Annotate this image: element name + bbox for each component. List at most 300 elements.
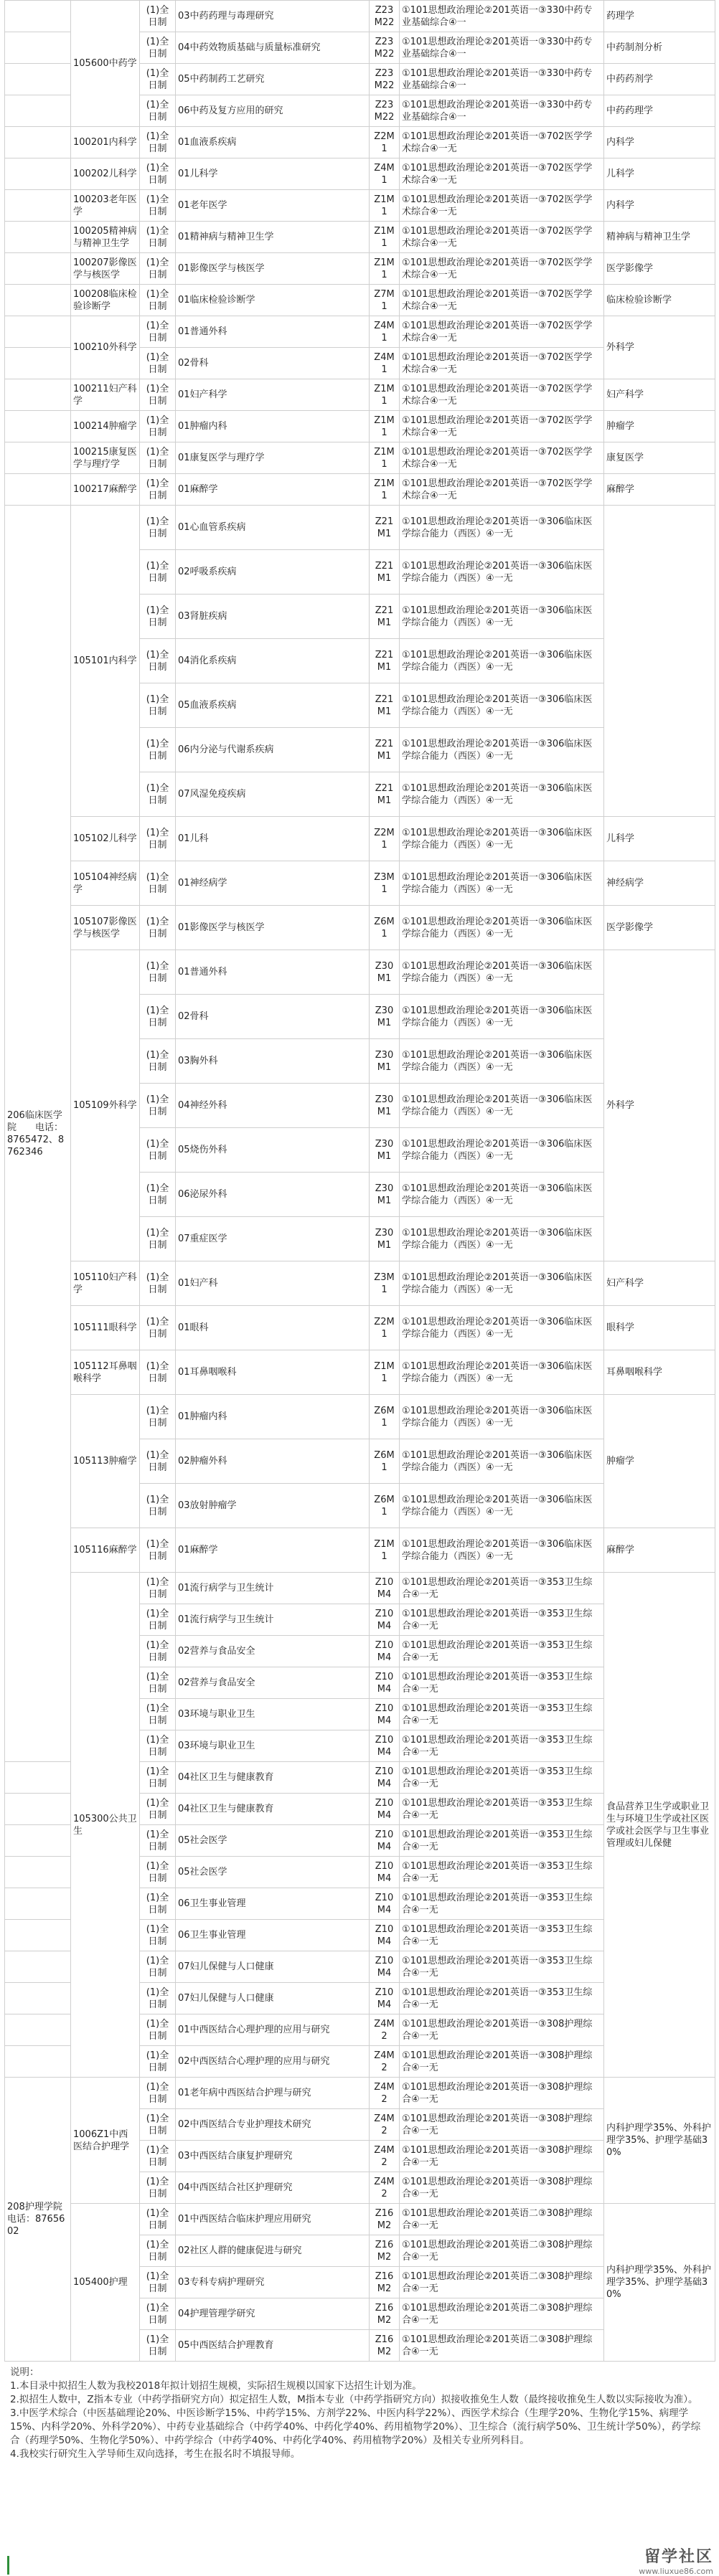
major-cell: 105110妇产科学	[71, 1261, 140, 1306]
study-mode-cell: (1)全 日制	[140, 772, 176, 817]
enrollment-code-cell: Z1M1	[370, 190, 400, 222]
research-direction-cell: 03中药药理与毒理研究	[176, 1, 370, 32]
research-direction-cell: 06内分泌与代谢系疾病	[176, 728, 370, 772]
enrollment-code-cell: Z21M1	[370, 639, 400, 683]
research-direction-cell: 04社区卫生与健康教育	[176, 1794, 370, 1825]
exam-subjects-cell: ①101思想政治理论②201英语一③308护理综合④一无	[400, 2109, 604, 2141]
exam-subjects-cell: ①101思想政治理论②201英语一③702医学学术综合④一无	[400, 285, 604, 316]
table-row	[5, 950, 715, 995]
exam-subjects-cell: ①101思想政治理论②201英语一③306临床医学综合能力（西医）④一无	[400, 1261, 604, 1306]
study-mode-cell: (1)全 日制	[140, 550, 176, 595]
enrollment-code-cell: Z1M1	[370, 442, 400, 474]
research-direction-cell: 01精神病与精神卫生学	[176, 222, 370, 253]
college-cell	[5, 316, 71, 348]
enrollment-code-cell: Z10M4	[370, 1699, 400, 1730]
study-mode-cell: (1)全 日制	[140, 158, 176, 190]
study-mode-cell: (1)全 日制	[140, 1699, 176, 1730]
research-direction-cell: 01流行病学与卫生统计	[176, 1573, 370, 1604]
enrollment-code-cell: Z1M1	[370, 411, 400, 442]
exam-subjects-cell: ①101思想政治理论②201英语一③353卫生综合④一无	[400, 1573, 604, 1604]
college-cell	[5, 64, 71, 95]
exam-subjects-cell: ①101思想政治理论②201英语一③330中药专业基础综合④一	[400, 1, 604, 32]
remark-cell: 医学影像学	[604, 253, 715, 285]
exam-subjects-cell: ①101思想政治理论②201英语一③353卫生综合④一无	[400, 1920, 604, 1951]
study-mode-cell: (1)全 日制	[140, 1667, 176, 1699]
table-row	[5, 1350, 715, 1395]
study-mode-cell: (1)全 日制	[140, 1039, 176, 1084]
study-mode-cell: (1)全 日制	[140, 1888, 176, 1920]
research-direction-cell: 05社会医学	[176, 1857, 370, 1888]
research-direction-cell: 02骨科	[176, 995, 370, 1039]
college-cell	[5, 1951, 71, 1983]
study-mode-cell: (1)全 日制	[140, 1604, 176, 1636]
study-mode-cell: (1)全 日制	[140, 906, 176, 950]
exam-subjects-cell: ①101思想政治理论②201英语一③702医学学术综合④一无	[400, 474, 604, 506]
enrollment-code-cell: Z4M2	[370, 2046, 400, 2078]
research-direction-cell: 05中西医结合护理教育	[176, 2330, 370, 2362]
research-direction-cell: 04消化系疾病	[176, 639, 370, 683]
college-cell	[5, 1888, 71, 1920]
study-mode-cell: (1)全 日制	[140, 442, 176, 474]
table-row	[5, 158, 715, 190]
research-direction-cell: 04社区卫生与健康教育	[176, 1762, 370, 1794]
study-mode-cell: (1)全 日制	[140, 1762, 176, 1794]
college-cell	[5, 474, 71, 506]
enrollment-code-cell: Z2M1	[370, 1306, 400, 1350]
exam-subjects-cell: ①101思想政治理论②201英语一③306临床医学综合能力（西医）④一无	[400, 1039, 604, 1084]
enrollment-code-cell: Z10M4	[370, 1667, 400, 1699]
notes-line-2: 2.拟招生人数中，Z指本专业（中药学指研究方向）拟定招生人数，M指本专业（中药学指研究方向）拟接收推免生人数（最终接收推免生人数以实际接收为准）。	[10, 2394, 698, 2405]
research-direction-cell: 07妇儿保健与人口健康	[176, 1983, 370, 2014]
study-mode-cell: (1)全 日制	[140, 1217, 176, 1261]
enrollment-code-cell: Z6M1	[370, 1439, 400, 1484]
enrollment-code-cell: Z16M2	[370, 2330, 400, 2362]
left-accent-bar	[7, 2556, 9, 2575]
study-mode-cell: (1)全 日制	[140, 2109, 176, 2141]
major-cell: 105112耳鼻咽喉科学	[71, 1350, 140, 1395]
table-row	[5, 379, 715, 411]
exam-subjects-cell: ①101思想政治理论②201英语一③306临床医学综合能力（西医）④一无	[400, 728, 604, 772]
exam-subjects-cell: ①101思想政治理论②201英语一③306临床医学综合能力（西医）④一无	[400, 1528, 604, 1573]
exam-subjects-cell: ①101思想政治理论②201英语一③702医学学术综合④一无	[400, 316, 604, 348]
college-cell	[5, 1, 71, 32]
study-mode-cell: (1)全 日制	[140, 1350, 176, 1395]
major-cell: 100208临床检验诊断学	[71, 285, 140, 316]
enrollment-code-cell: Z6M1	[370, 906, 400, 950]
exam-subjects-cell: ①101思想政治理论②201英语一③702医学学术综合④一无	[400, 442, 604, 474]
research-direction-cell: 01中西医结合临床护理应用研究	[176, 2204, 370, 2235]
research-direction-cell: 01耳鼻咽喉科	[176, 1350, 370, 1395]
table-row	[5, 253, 715, 285]
study-mode-cell: (1)全 日制	[140, 639, 176, 683]
enrollment-code-cell: Z4M1	[370, 348, 400, 379]
major-cell: 100202儿科学	[71, 158, 140, 190]
major-cell: 1006Z1中西医结合护理学	[71, 2078, 140, 2204]
college-cell	[5, 158, 71, 190]
enrollment-code-cell: Z1M1	[370, 222, 400, 253]
major-cell: 105300公共卫生	[71, 1573, 140, 2078]
enrollment-code-cell: Z16M2	[370, 2267, 400, 2298]
enrollment-code-cell: Z21M1	[370, 506, 400, 550]
exam-subjects-cell: ①101思想政治理论②201英语一③353卫生综合④一无	[400, 1888, 604, 1920]
college-cell	[5, 1825, 71, 1857]
remark-cell: 妇产科学	[604, 379, 715, 411]
major-cell: 105107影像医学与核医学	[71, 906, 140, 950]
college-cell	[5, 1794, 71, 1825]
remark-cell: 中药制剂分析	[604, 32, 715, 64]
study-mode-cell: (1)全 日制	[140, 348, 176, 379]
table-row	[5, 2204, 715, 2235]
study-mode-cell: (1)全 日制	[140, 64, 176, 95]
exam-subjects-cell: ①101思想政治理论②201英语一③306临床医学综合能力（西医）④一无	[400, 1306, 604, 1350]
major-cell: 105400护理	[71, 2204, 140, 2362]
research-direction-cell: 01眼科	[176, 1306, 370, 1350]
research-direction-cell: 06中药及复方应用的研究	[176, 95, 370, 127]
enrollment-code-cell: Z21M1	[370, 772, 400, 817]
research-direction-cell: 01影像医学与核医学	[176, 906, 370, 950]
study-mode-cell: (1)全 日制	[140, 190, 176, 222]
study-mode-cell: (1)全 日制	[140, 1306, 176, 1350]
exam-subjects-cell: ①101思想政治理论②201英语一③702医学学术综合④一无	[400, 190, 604, 222]
exam-subjects-cell: ①101思想政治理论②201英语二③308护理综合④一无	[400, 2204, 604, 2235]
table-row	[5, 506, 715, 550]
exam-subjects-cell: ①101思想政治理论②201英语一③353卫生综合④一无	[400, 1951, 604, 1983]
study-mode-cell: (1)全 日制	[140, 127, 176, 158]
research-direction-cell: 01神经病学	[176, 861, 370, 906]
enrollment-code-cell: Z30M1	[370, 950, 400, 995]
notes-line-3: 3.中医学术综合（中医基础理论20%、中医诊断学15%、中药学15%、方剂学22%、中医内科学22%）、西医学术综合（生理学20%、生物化学15%、病理学15%、内科学20%、外科学20%）、中药专业基础综合（中药学40%、中药化学40%、药用植物学20%）、卫生综合（流行病学50%、卫生统计学50%），药学综合（药理学50%、生物化学50%）、中药学综合（中药学40%、中药化学40%、药用植物学20%）及相关专业所列科目。	[10, 2407, 701, 2446]
study-mode-cell: (1)全 日制	[140, 817, 176, 861]
study-mode-cell: (1)全 日制	[140, 861, 176, 906]
research-direction-cell: 03肾脏疾病	[176, 595, 370, 639]
research-direction-cell: 01妇产科	[176, 1261, 370, 1306]
exam-subjects-cell: ①101思想政治理论②201英语一③353卫生综合④一无	[400, 1825, 604, 1857]
exam-subjects-cell: ①101思想政治理论②201英语一③306临床医学综合能力（西医）④一无	[400, 595, 604, 639]
study-mode-cell: (1)全 日制	[140, 1825, 176, 1857]
enrollment-code-cell: Z6M1	[370, 1484, 400, 1528]
exam-subjects-cell: ①101思想政治理论②201英语二③308护理综合④一无	[400, 2330, 604, 2362]
remark-cell: 临床检验诊断学	[604, 285, 715, 316]
study-mode-cell: (1)全 日制	[140, 2330, 176, 2362]
exam-subjects-cell: ①101思想政治理论②201英语一③306临床医学综合能力（西医）④一无	[400, 506, 604, 550]
study-mode-cell: (1)全 日制	[140, 1920, 176, 1951]
remark-cell: 外科学	[604, 950, 715, 1261]
study-mode-cell: (1)全 日制	[140, 1983, 176, 2014]
college-cell	[5, 411, 71, 442]
enrollment-code-cell: Z30M1	[370, 1084, 400, 1128]
study-mode-cell: (1)全 日制	[140, 2014, 176, 2046]
study-mode-cell: (1)全 日制	[140, 95, 176, 127]
study-mode-cell: (1)全 日制	[140, 2298, 176, 2330]
research-direction-cell: 07风湿免疫疾病	[176, 772, 370, 817]
exam-subjects-cell: ①101思想政治理论②201英语一③353卫生综合④一无	[400, 1699, 604, 1730]
research-direction-cell: 01肿瘤内科	[176, 1395, 370, 1439]
research-direction-cell: 01老年病中西医结合护理与研究	[176, 2078, 370, 2109]
study-mode-cell: (1)全 日制	[140, 2235, 176, 2267]
enrollment-code-cell: Z23M22	[370, 64, 400, 95]
major-cell: 100211妇产科学	[71, 379, 140, 411]
major-cell: 105102儿科学	[71, 817, 140, 861]
table-row	[5, 411, 715, 442]
exam-subjects-cell: ①101思想政治理论②201英语一③353卫生综合④一无	[400, 1983, 604, 2014]
enrollment-code-cell: Z10M4	[370, 1825, 400, 1857]
college-cell	[5, 348, 71, 379]
study-mode-cell: (1)全 日制	[140, 950, 176, 995]
research-direction-cell: 05中药制药工艺研究	[176, 64, 370, 95]
study-mode-cell: (1)全 日制	[140, 2172, 176, 2204]
table-row	[5, 442, 715, 474]
research-direction-cell: 01普通外科	[176, 316, 370, 348]
research-direction-cell: 06卫生事业管理	[176, 1920, 370, 1951]
research-direction-cell: 01肿瘤内科	[176, 411, 370, 442]
research-direction-cell: 03胸外科	[176, 1039, 370, 1084]
remark-cell: 内科学	[604, 190, 715, 222]
enrollment-code-cell: Z1M1	[370, 253, 400, 285]
remark-cell: 康复医学	[604, 442, 715, 474]
exam-subjects-cell: ①101思想政治理论②201英语一③306临床医学综合能力（西医）④一无	[400, 995, 604, 1039]
watermark-logo	[606, 2544, 713, 2576]
exam-subjects-cell: ①101思想政治理论②201英语一③702医学学术综合④一无	[400, 127, 604, 158]
table-row	[5, 861, 715, 906]
study-mode-cell: (1)全 日制	[140, 506, 176, 550]
enrollment-code-cell: Z10M4	[370, 1762, 400, 1794]
study-mode-cell: (1)全 日制	[140, 2046, 176, 2078]
remark-cell: 神经病学	[604, 861, 715, 906]
remark-cell: 精神病与精神卫生学	[604, 222, 715, 253]
remark-cell: 妇产科学	[604, 1261, 715, 1306]
exam-subjects-cell: ①101思想政治理论②201英语一③306临床医学综合能力（西医）④一无	[400, 1484, 604, 1528]
study-mode-cell: (1)全 日制	[140, 285, 176, 316]
study-mode-cell: (1)全 日制	[140, 222, 176, 253]
exam-subjects-cell: ①101思想政治理论②201英语一③702医学学术综合④一无	[400, 348, 604, 379]
major-cell: 100203老年医学	[71, 190, 140, 222]
exam-subjects-cell: ①101思想政治理论②201英语一③306临床医学综合能力（西医）④一无	[400, 1395, 604, 1439]
exam-subjects-cell: ①101思想政治理论②201英语一③353卫生综合④一无	[400, 1636, 604, 1667]
exam-subjects-cell: ①101思想政治理论②201英语一③306临床医学综合能力（西医）④一无	[400, 550, 604, 595]
admission-catalog-table	[4, 0, 715, 2362]
study-mode-cell: (1)全 日制	[140, 32, 176, 64]
research-direction-cell: 04神经外科	[176, 1084, 370, 1128]
research-direction-cell: 03中西医结合康复护理研究	[176, 2141, 370, 2172]
study-mode-cell: (1)全 日制	[140, 1173, 176, 1217]
remark-cell: 肿瘤学	[604, 1395, 715, 1528]
enrollment-code-cell: Z4M2	[370, 2078, 400, 2109]
research-direction-cell: 01中西医结合心理护理的应用与研究	[176, 2014, 370, 2046]
research-direction-cell: 02肿瘤外科	[176, 1439, 370, 1484]
remark-cell: 中药药剂学	[604, 64, 715, 95]
study-mode-cell: (1)全 日制	[140, 1128, 176, 1173]
remark-cell: 耳鼻咽喉科学	[604, 1350, 715, 1395]
research-direction-cell: 05社会医学	[176, 1825, 370, 1857]
study-mode-cell: (1)全 日制	[140, 2204, 176, 2235]
enrollment-code-cell: Z10M4	[370, 1730, 400, 1762]
research-direction-cell: 07妇儿保健与人口健康	[176, 1951, 370, 1983]
table-row	[5, 474, 715, 506]
enrollment-code-cell: Z4M1	[370, 158, 400, 190]
enrollment-code-cell: Z4M2	[370, 2172, 400, 2204]
remark-cell: 内科学	[604, 127, 715, 158]
study-mode-cell: (1)全 日制	[140, 1484, 176, 1528]
major-cell: 105113肿瘤学	[71, 1395, 140, 1528]
exam-subjects-cell: ①101思想政治理论②201英语一③306临床医学综合能力（西医）④一无	[400, 1173, 604, 1217]
research-direction-cell: 04护理管理学研究	[176, 2298, 370, 2330]
enrollment-code-cell: Z3M1	[370, 861, 400, 906]
study-mode-cell: (1)全 日制	[140, 379, 176, 411]
research-direction-cell: 02营养与食品安全	[176, 1667, 370, 1699]
research-direction-cell: 02社区人群的健康促进与研究	[176, 2235, 370, 2267]
study-mode-cell: (1)全 日制	[140, 1730, 176, 1762]
enrollment-code-cell: Z30M1	[370, 1217, 400, 1261]
study-mode-cell: (1)全 日制	[140, 1, 176, 32]
enrollment-code-cell: Z4M2	[370, 2109, 400, 2141]
research-direction-cell: 02中西医结合心理护理的应用与研究	[176, 2046, 370, 2078]
study-mode-cell: (1)全 日制	[140, 1951, 176, 1983]
major-cell: 105600中药学	[71, 1, 140, 127]
exam-subjects-cell: ①101思想政治理论②201英语一③702医学学术综合④一无	[400, 253, 604, 285]
research-direction-cell: 03放射肿瘤学	[176, 1484, 370, 1528]
enrollment-code-cell: Z23M22	[370, 32, 400, 64]
research-direction-cell: 01妇产科学	[176, 379, 370, 411]
study-mode-cell: (1)全 日制	[140, 1857, 176, 1888]
table-row	[5, 1573, 715, 1604]
research-direction-cell: 05烧伤外科	[176, 1128, 370, 1173]
exam-subjects-cell: ①101思想政治理论②201英语一③353卫生综合④一无	[400, 1730, 604, 1762]
study-mode-cell: (1)全 日制	[140, 1439, 176, 1484]
table-row	[5, 222, 715, 253]
remark-cell: 儿科学	[604, 158, 715, 190]
college-cell	[5, 1983, 71, 2014]
research-direction-cell: 04中药效物质基础与质量标准研究	[176, 32, 370, 64]
table-row	[5, 1395, 715, 1439]
table-row	[5, 1306, 715, 1350]
enrollment-code-cell: Z10M4	[370, 1794, 400, 1825]
enrollment-code-cell: Z10M4	[370, 1573, 400, 1604]
exam-subjects-cell: ①101思想政治理论②201英语二③308护理综合④一无	[400, 2298, 604, 2330]
watermark-url: www.liuxue86.com	[639, 2567, 713, 2576]
college-cell	[5, 95, 71, 127]
notes-section	[10, 2366, 706, 2461]
enrollment-code-cell: Z21M1	[370, 550, 400, 595]
exam-subjects-cell: ①101思想政治理论②201英语一③306临床医学综合能力（西医）④一无	[400, 906, 604, 950]
major-cell: 105104神经病学	[71, 861, 140, 906]
major-cell: 100201内科学	[71, 127, 140, 158]
major-cell: 100205精神病与精神卫生学	[71, 222, 140, 253]
exam-subjects-cell: ①101思想政治理论②201英语一③306临床医学综合能力（西医）④一无	[400, 1128, 604, 1173]
study-mode-cell: (1)全 日制	[140, 2141, 176, 2172]
study-mode-cell: (1)全 日制	[140, 411, 176, 442]
research-direction-cell: 03专科专病护理研究	[176, 2267, 370, 2298]
remark-cell: 儿科学	[604, 817, 715, 861]
table-row	[5, 1261, 715, 1306]
table-row	[5, 906, 715, 950]
enrollment-code-cell: Z10M4	[370, 1951, 400, 1983]
research-direction-cell: 01影像医学与核医学	[176, 253, 370, 285]
enrollment-code-cell: Z10M4	[370, 1636, 400, 1667]
remark-cell: 医学影像学	[604, 906, 715, 950]
enrollment-code-cell: Z10M4	[370, 1920, 400, 1951]
research-direction-cell: 03环境与职业卫生	[176, 1730, 370, 1762]
research-direction-cell: 02骨科	[176, 348, 370, 379]
exam-subjects-cell: ①101思想政治理论②201英语一③702医学学术综合④一无	[400, 158, 604, 190]
enrollment-code-cell: Z16M2	[370, 2235, 400, 2267]
college-cell	[5, 253, 71, 285]
research-direction-cell: 01麻醉学	[176, 474, 370, 506]
exam-subjects-cell: ①101思想政治理论②201英语一③306临床医学综合能力（西医）④一无	[400, 861, 604, 906]
remark-cell	[604, 506, 715, 817]
research-direction-cell: 06卫生事业管理	[176, 1888, 370, 1920]
exam-subjects-cell: ①101思想政治理论②201英语一③353卫生综合④一无	[400, 1667, 604, 1699]
exam-subjects-cell: ①101思想政治理论②201英语一③330中药专业基础综合④一	[400, 32, 604, 64]
exam-subjects-cell: ①101思想政治理论②201英语二③308护理综合④一无	[400, 2235, 604, 2267]
remark-cell: 眼科学	[604, 1306, 715, 1350]
exam-subjects-cell: ①101思想政治理论②201英语一③702医学学术综合④一无	[400, 379, 604, 411]
major-cell: 105116麻醉学	[71, 1528, 140, 1573]
study-mode-cell: (1)全 日制	[140, 995, 176, 1039]
enrollment-code-cell: Z21M1	[370, 595, 400, 639]
college-cell	[5, 1920, 71, 1951]
exam-subjects-cell: ①101思想政治理论②201英语一③308护理综合④一无	[400, 2014, 604, 2046]
study-mode-cell: (1)全 日制	[140, 1261, 176, 1306]
enrollment-code-cell: Z4M1	[370, 316, 400, 348]
table-row	[5, 1528, 715, 1573]
enrollment-code-cell: Z10M4	[370, 1857, 400, 1888]
major-cell: 100207影像医学与核医学	[71, 253, 140, 285]
study-mode-cell: (1)全 日制	[140, 316, 176, 348]
research-direction-cell: 05血液系疾病	[176, 683, 370, 728]
table-row	[5, 2078, 715, 2109]
study-mode-cell: (1)全 日制	[140, 2078, 176, 2109]
study-mode-cell: (1)全 日制	[140, 595, 176, 639]
research-direction-cell: 02中西医结合专业护理技术研究	[176, 2109, 370, 2141]
remark-cell: 麻醉学	[604, 474, 715, 506]
exam-subjects-cell: ①101思想政治理论②201英语一③353卫生综合④一无	[400, 1604, 604, 1636]
exam-subjects-cell: ①101思想政治理论②201英语一③702医学学术综合④一无	[400, 222, 604, 253]
enrollment-code-cell: Z30M1	[370, 1173, 400, 1217]
exam-subjects-cell: ①101思想政治理论②201英语一③308护理综合④一无	[400, 2078, 604, 2109]
exam-subjects-cell: ①101思想政治理论②201英语一③353卫生综合④一无	[400, 1762, 604, 1794]
enrollment-code-cell: Z1M1	[370, 379, 400, 411]
major-cell: 105101内科学	[71, 506, 140, 817]
study-mode-cell: (1)全 日制	[140, 1528, 176, 1573]
exam-subjects-cell: ①101思想政治理论②201英语一③702医学学术综合④一无	[400, 411, 604, 442]
exam-subjects-cell: ①101思想政治理论②201英语一③353卫生综合④一无	[400, 1857, 604, 1888]
research-direction-cell: 01麻醉学	[176, 1528, 370, 1573]
enrollment-code-cell: Z10M4	[370, 1604, 400, 1636]
exam-subjects-cell: ①101思想政治理论②201英语一③308护理综合④一无	[400, 2141, 604, 2172]
notes-line-1: 1.本目录中拟招生人数为我校2018年拟计划招生规模，实际招生规模以国家下达招生计划为准。	[10, 2380, 422, 2392]
exam-subjects-cell: ①101思想政治理论②201英语一③353卫生综合④一无	[400, 1794, 604, 1825]
enrollment-code-cell: Z6M1	[370, 1395, 400, 1439]
remark-cell: 内科护理学35%、外科护理学35%、护理学基础30%	[604, 2078, 715, 2204]
major-cell: 105109外科学	[71, 950, 140, 1261]
study-mode-cell: (1)全 日制	[140, 1794, 176, 1825]
research-direction-cell: 01儿科	[176, 817, 370, 861]
enrollment-code-cell: Z2M1	[370, 817, 400, 861]
remark-cell: 药理学	[604, 1, 715, 32]
college-cell: 206临床医学院 电话：8765472、8762346	[5, 506, 71, 1762]
college-cell: 208护理学院 电话：8765602	[5, 2078, 71, 2362]
exam-subjects-cell: ①101思想政治理论②201英语一③330中药专业基础综合④一	[400, 64, 604, 95]
enrollment-code-cell: Z30M1	[370, 1039, 400, 1084]
table-row	[5, 190, 715, 222]
study-mode-cell: (1)全 日制	[140, 683, 176, 728]
exam-subjects-cell: ①101思想政治理论②201英语一③306临床医学综合能力（西医）④一无	[400, 817, 604, 861]
enrollment-code-cell: Z16M2	[370, 2298, 400, 2330]
exam-subjects-cell: ①101思想政治理论②201英语一③330中药专业基础综合④一	[400, 95, 604, 127]
research-direction-cell: 01普通外科	[176, 950, 370, 995]
watermark-text: 留学社区	[644, 2548, 713, 2566]
college-cell	[5, 2046, 71, 2078]
